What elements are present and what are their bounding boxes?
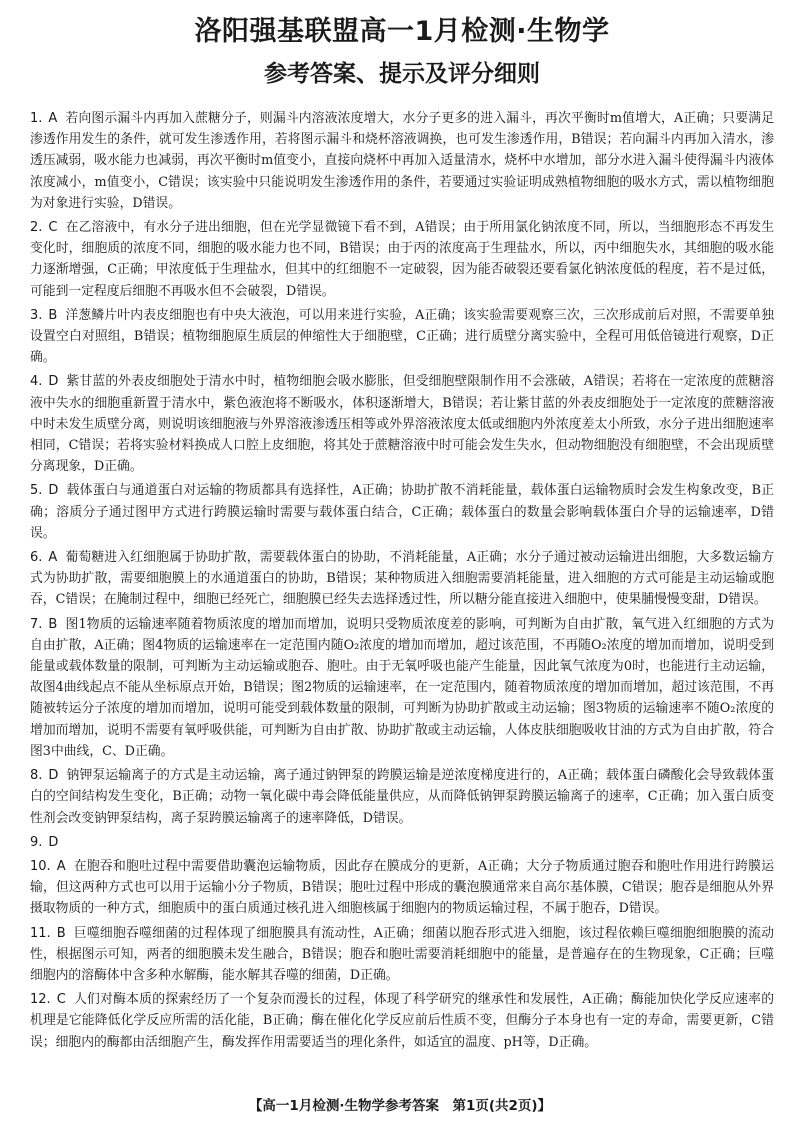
answer-explanation: 若向图示漏斗内再加入蔗糖分子，则漏斗内溶液浓度增大，水分子更多的进入漏斗，再次平衡时m值增大，A正确；只要满足渗透作用发生的条件，就可发生渗透作用，若将图示漏斗和烧杯溶液调换，也可发生渗透作用，B错误；若向漏斗内再加入清水，渗透压减弱，吸水能力也减弱，再次平衡时m值变小，直接向烧杯中再加入适量清水，烧杯中水增加，部分水进入漏斗使得漏斗内液体浓度减小，m值变小，C错误；该实验中只能说明发生渗透作用的条件，若要通过实验证明成熟植物细胞的吸水方式，需以植物细胞为对象进行实验，D错误。 — [30, 111, 774, 211]
answer-item — [30, 547, 774, 611]
answer-number: 5. — [30, 483, 43, 499]
answer-item — [30, 371, 774, 477]
answer-choice: D — [48, 834, 59, 850]
answer-item — [30, 832, 774, 853]
answer-choice: A — [48, 111, 58, 126]
answer-number: 8. — [30, 768, 43, 784]
answer-explanation: 在胞吞和胞吐过程中需要借助囊泡运输物质，因此存在膜成分的更新，A正确；大分子物质通过胞吞和胞吐作用进行跨膜运输，但这两种方式也可以用于运输小分子物质，B错误；胞吐过程中形成的囊泡膜通常来自高尔基体膜，C错误；胞吞是细胞从外界摄取物质的一种方式，细胞质中的蛋白质通过核孔进入细胞核属于细胞内的物质运输过程，不属于胞吞，D错误。 — [30, 858, 774, 917]
answer-choice: B — [48, 616, 58, 632]
answer-choice: D — [48, 483, 59, 499]
answer-number: 6. — [30, 550, 43, 566]
answer-explanation: 载体蛋白与通道蛋白对运输的物质都具有选择性，A正确；协助扩散不消耗能量，载体蛋白运输物质时会发生构象改变，B正确；溶质分子通过图甲方式进行跨膜运输时需要与载体蛋白结合，C正确；载体蛋白的数量会影响载体蛋白介导的运输速率，D错误。 — [30, 483, 774, 541]
answer-choice: D — [48, 768, 59, 784]
answer-number: 3. — [30, 307, 43, 323]
page-footer: 【高一1月检测·生物学参考答案 第1页(共2页)】 — [248, 1098, 552, 1114]
answer-item — [30, 765, 774, 829]
answer-item — [30, 614, 774, 762]
answer-choice: D — [48, 374, 59, 390]
answer-number: 4. — [30, 374, 43, 390]
answer-item — [30, 989, 774, 1053]
page-subtitle: 参考答案、提示及评分细则 — [264, 61, 540, 87]
answer-number: 11. — [30, 925, 51, 941]
answer-explanation: 图1物质的运输速率随着物质浓度的增加而增加，说明只受物质浓度差的影响，可判断为自由扩散，氧气进入红细胞的方式为自由扩散，A正确；图4物质的运输速率在一定范围内随O₂浓度的增加而增加，超过该范围，不再随O₂浓度的增加而增加，说明受到能量或载体数量的限制，可判断为主动运输或胞吞、胞吐。由于无氧呼吸也能产生能量，因此氧气浓度为0时，也能进行主动运输，故图4曲线起点不能从坐标原点开始，B错误；图2物质的运输速率，在一定范围内，随着物质浓度的增加而增加，超过该范围，不再随被转运分子浓度的增加而增加，说明可能受到载体数量的限制，可判断为协助扩散或主动运输；图3物质的运输速率不随O₂浓度的增加而增加，说明不需要有氧呼吸供能，可判断为自由扩散、协助扩散或主动运输，人体皮肤细胞吸收甘油的方式为自由扩散，符合图3中曲线，C、D正确。 — [30, 616, 774, 759]
answer-explanation: 紫甘蓝的外表皮细胞处于清水中时，植物细胞会吸水膨胀，但受细胞壁限制作用不会涨破，A错误；若将在一定浓度的蔗糖溶液中失水的细胞重新置于清水中，紫色液泡将不断吸水，体积逐渐增大，B错误；若让紫甘蓝的外表皮细胞处于一定浓度的蔗糖溶液中时未发生质壁分离，则说明该细胞液与外界溶液渗透压相等或外界溶液浓度太低或细胞内外浓度差太小所致，水分子进出细胞速率相同，C错误；若将实验材料换成人口腔上皮细胞，将其处于蔗糖溶液中时可能会发生失水，但动物细胞没有细胞壁，不会出现质壁分离现象，D正确。 — [30, 374, 774, 475]
answer-choice: B — [48, 307, 58, 323]
answer-choice: C — [56, 992, 66, 1008]
answer-explanation: 在乙溶液中，有水分子进出细胞，但在光学显微镜下看不到，A错误；由于所用氯化钠浓度不同，所以，当细胞形态不再发生变化时，细胞质的浓度不同，细胞的吸水能力也不同，B错误；由于丙的浓度高于生理盐水，所以，丙中细胞失水，其细胞的吸水能力逐渐增强，C正确；甲浓度低于生理盐水，但其中的红细胞不一定破裂，因为能否破裂还要看氯化钠浓度低的程度，若不是过低，可能到一定程度后细胞不再吸水但不会破裂，D错误。 — [30, 220, 774, 299]
answer-explanation: 人们对酶本质的探索经历了一个复杂而漫长的过程，体现了科学研究的继承性和发展性，A正确；酶能加快化学反应速率的机理是它能降低化学反应所需的活化能，B正确；酶在催化化学反应前后性质不变，但酶分子本身也有一定的寿命，需要更新，C错误；细胞内的酶都由活细胞产生，酶发挥作用需要适当的理化条件，如适宜的温度、pH等，D正确。 — [30, 992, 774, 1050]
answer-item — [30, 217, 774, 302]
answer-number: 7. — [30, 616, 43, 632]
answer-explanation: 洋葱鳞片叶内表皮细胞也有中央大液泡，可以用来进行实验，A正确；该实验需要观察三次，三次形成前后对照，不需要单独设置空白对照组，B错误；植物细胞原生质层的伸缩性大于细胞壁，C正确；进行质壁分离实验中，全程可用低倍镜进行观察，D正确。 — [30, 307, 774, 366]
answer-explanation: 钠钾泵运输离子的方式是主动运输，离子通过钠钾泵的跨膜运输是逆浓度梯度进行的，A正确；载体蛋白磷酸化会导致载体蛋白的空间结构发生变化，B正确；动物一氧化碳中毒会降低能量供应，从而降低钠钾泵跨膜运输离子的速率，C正确；加入蛋白质变性剂会改变钠钾泵结构，离子泵跨膜运输离子的速率降低，D错误。 — [30, 768, 774, 826]
answer-number: 10. — [30, 858, 51, 874]
answer-item — [30, 856, 774, 920]
answer-item — [30, 305, 774, 369]
answer-list — [30, 108, 774, 1053]
answer-explanation: 巨噬细胞吞噬细菌的过程体现了细胞膜具有流动性，A正确；细菌以胞吞形式进入细胞，该过程依赖巨噬细胞细胞膜的流动性，根据图示可知，两者的细胞膜未发生融合，B错误；胞吞和胞吐需要消耗细胞中的能量，是普遍存在的生物现象，C正确；巨噬细胞内的溶酶体中含多种水解酶，能水解其吞噬的细菌，D正确。 — [30, 925, 774, 983]
answer-number: 1. — [30, 111, 43, 126]
answer-explanation: 葡萄糖进入红细胞属于协助扩散，需要载体蛋白的协助，不消耗能量，A正确；水分子通过被动运输进出细胞，大多数运输方式为协助扩散，需要细胞膜上的水通道蛋白的协助，B错误；某种物质进入细胞需要消耗能量，进入细胞的方式可能是主动运输或胞吞，C错误；在腌制过程中，细胞已经死亡，细胞膜已经失去选择透过性，所以糖分能直接进入细胞中，使果脯慢慢变甜，D错误。 — [30, 550, 774, 608]
page-title: 洛阳强基联盟高一1月检测·生物学 — [194, 16, 610, 47]
answer-choice: A — [56, 858, 66, 874]
answer-item — [30, 480, 774, 544]
answer-number: 12. — [30, 992, 51, 1008]
answer-item — [30, 108, 774, 214]
answer-item — [30, 923, 774, 987]
answer-number: 9. — [30, 834, 43, 850]
answer-number: 2. — [30, 220, 43, 236]
answer-choice: A — [48, 550, 58, 566]
answer-choice: B — [56, 925, 66, 941]
answer-choice: C — [48, 220, 58, 236]
